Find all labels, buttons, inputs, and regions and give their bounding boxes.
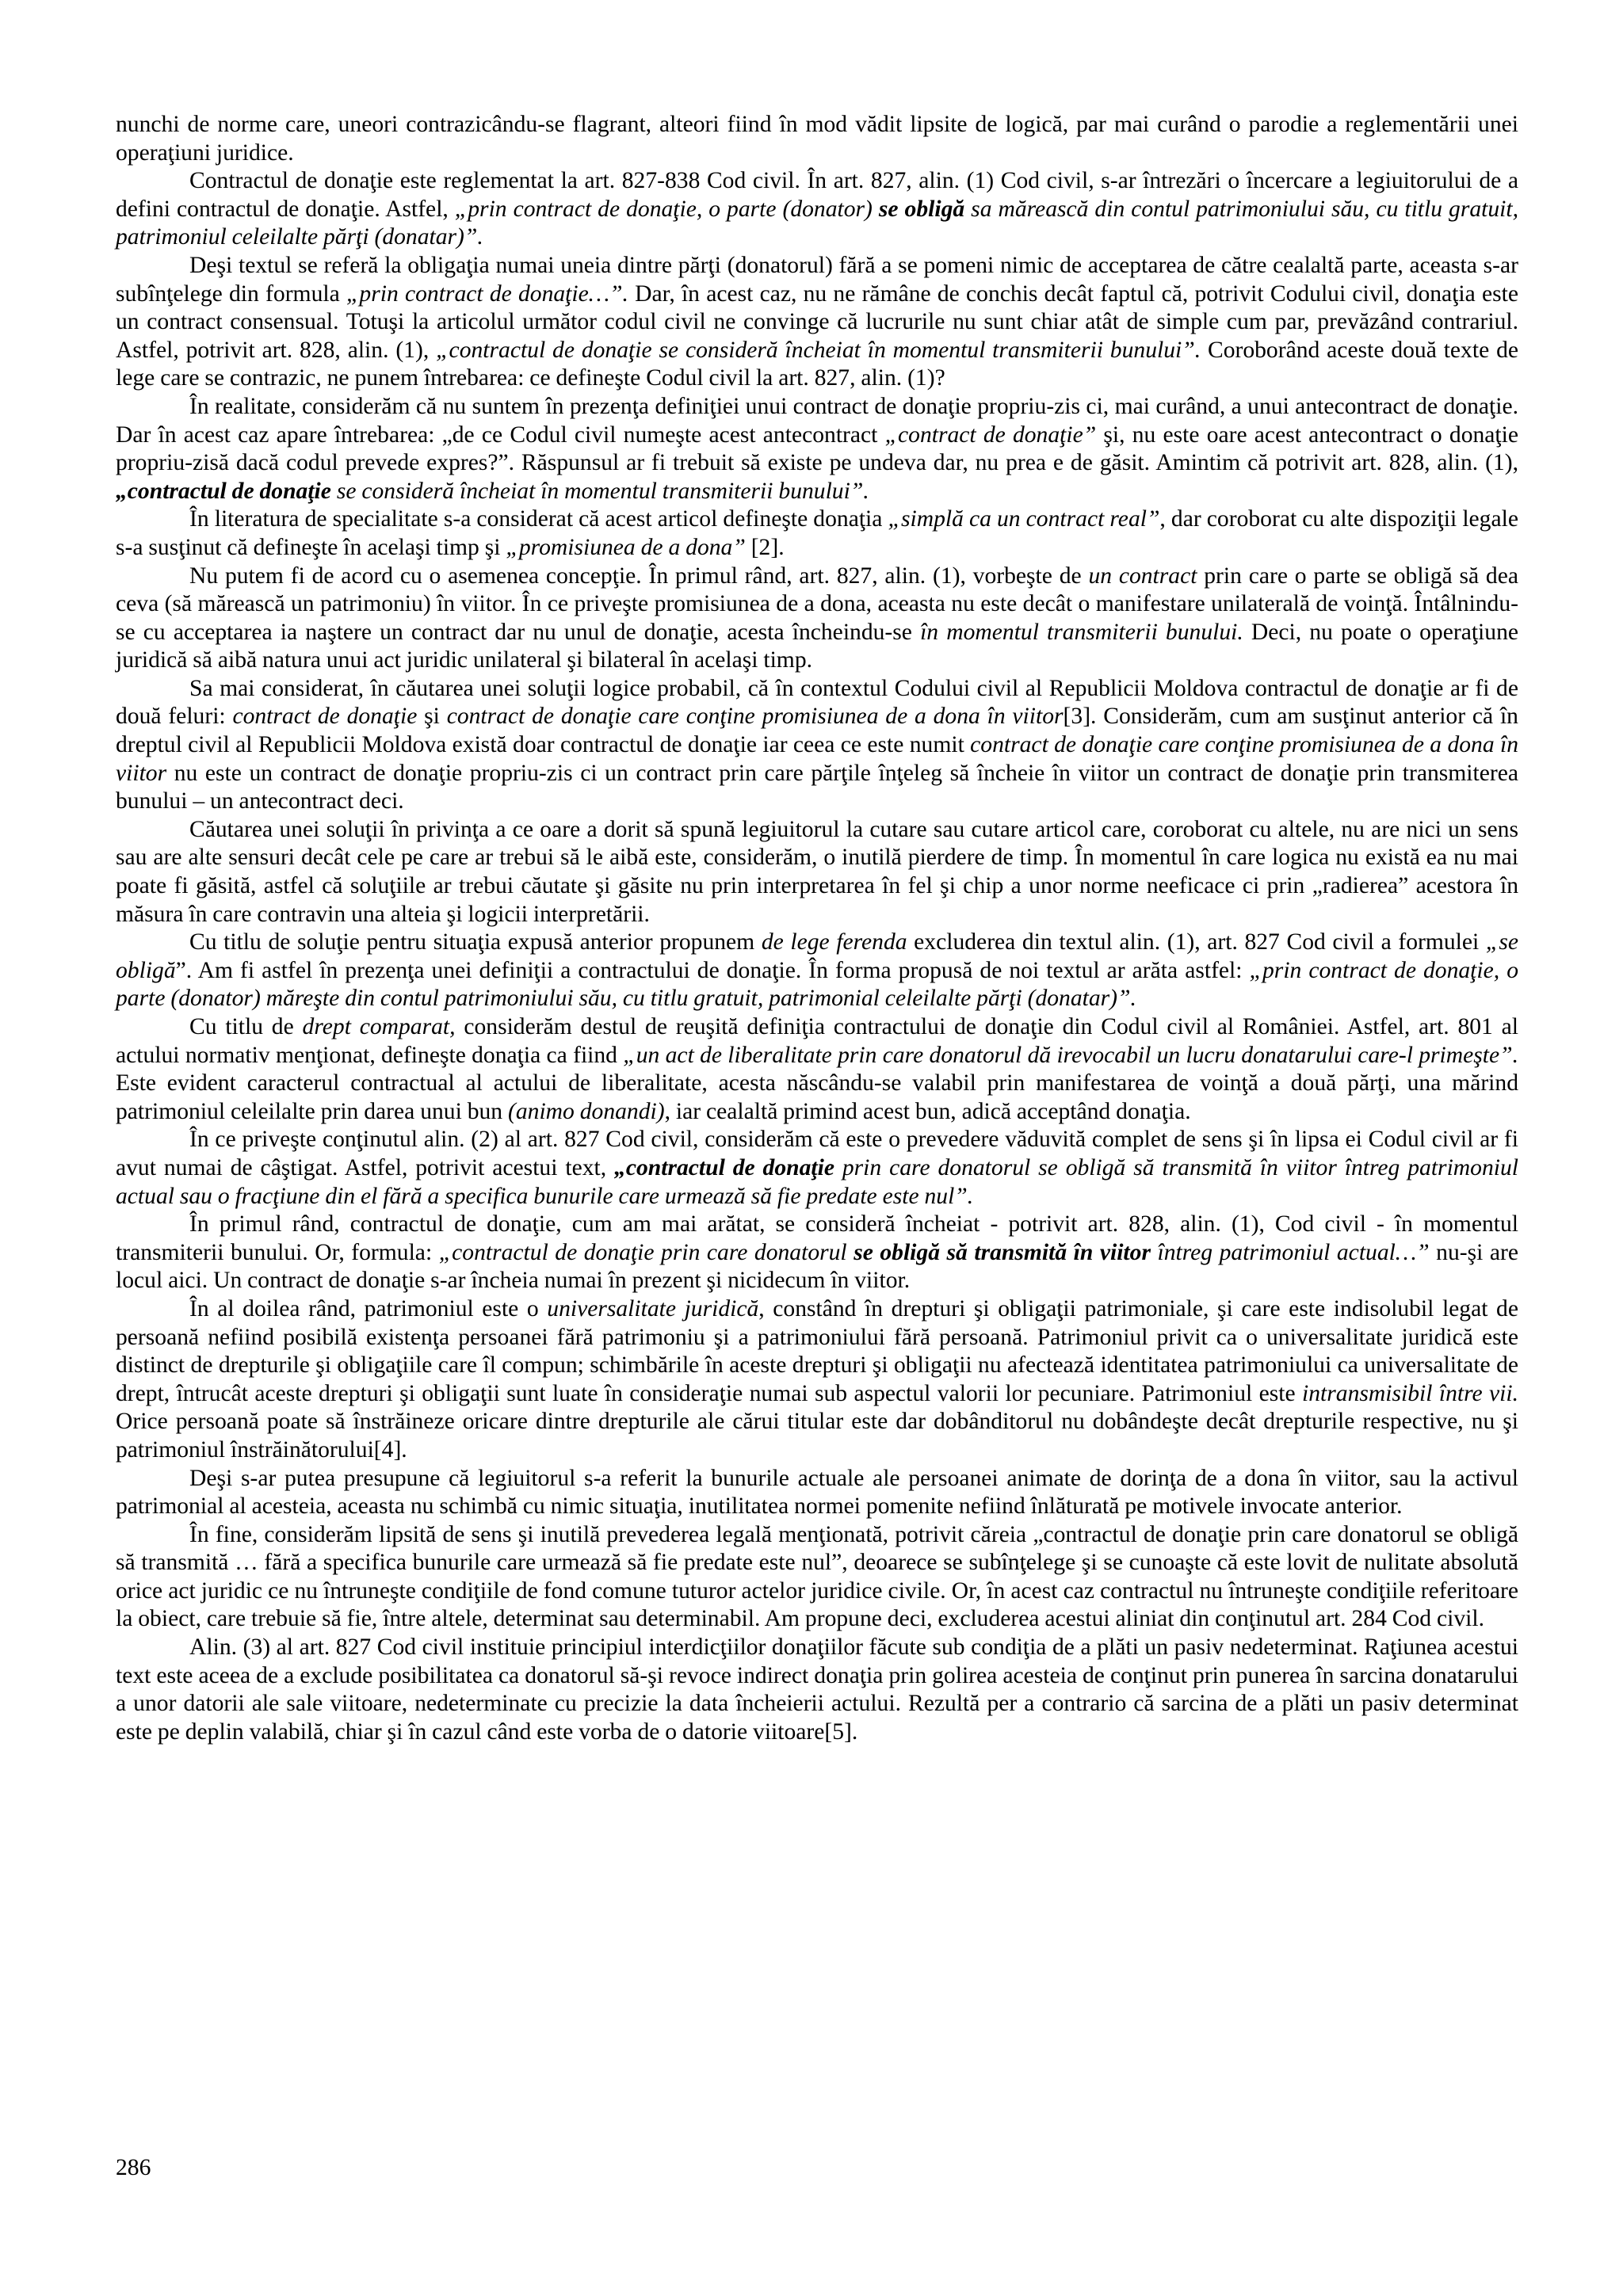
paragraph <box>116 1634 1518 1746</box>
text-run: Căutarea unei soluţii în privinţa a ce oare a dorit să spună legiuitorul la cutare sau cutare articol care, coroborat cu altele, nu are nici un sens sau are alte sensuri decât cele pe care ar trebui să le aibă este, considerăm, o inutilă pierdere de timp. În momentul în care logica nu există ea nu mai poate fi găsită, astfel că soluţiile ar trebui căutate şi găsite nu prin interpretarea în fel şi chip a unor norme neeficace ci prin „radierea” acestora în măsura în care contravin una alteia şi logicii interpretării. <box>116 816 1518 927</box>
bold-italic-text: „contractul de donaţie <box>614 1154 834 1180</box>
italic-text: „contract de donaţie” <box>884 421 1097 448</box>
page-number: 286 <box>116 2155 151 2180</box>
text-run: considerăm destul de reuşită definiţia contractului de donaţie din Codul civil al României. Astfel, art. 801 al actului normativ menţionat, defineşte donaţia ca fiind <box>116 1014 1518 1068</box>
italic-text: „prin contract de donaţie…”. <box>346 280 628 307</box>
text-run: şi <box>417 704 447 730</box>
paragraph <box>116 167 1518 252</box>
text-run: ”. Am fi astfel în prezenţa unei definiţii a contractului de donaţie. În forma propusă de noi textul ar arăta astfel: <box>175 957 1250 983</box>
bold-italic-text: se obligă <box>878 196 965 222</box>
text-run: Cu titlu de soluţie pentru situaţia expusă anterior propunem <box>189 929 762 955</box>
text-run: În fine, considerăm lipsită de sens şi inutilă prevederea legală menţionată, potrivit căreia „contractul de donaţie prin care donatorul se obligă să transmită … fără a specifica bunurile care urmează să fie predate este nul”, deoarece se subînţelege şi se cunoaşte că este lovit de nulitate absolută orice act juridic ce nu întruneşte condiţiile de fond comune tuturor actelor juridice civile. Or, în acest caz contractul nu întruneşte condiţiile referitoare la obiect, care trebuie să fie, între altele, determinat sau determinabil. Am propune deci, excluderea acestui aliniat din conţinutul art. 284 Cod civil. <box>116 1521 1518 1632</box>
text-run: [3]. Considerăm, cum am susţinut anterior că în dreptul civil al Republicii Moldova există doar contractul de donaţie iar ceea ce este numit <box>116 704 1518 758</box>
text-run: prin care o parte se obligă să dea ceva (să mărească un patrimoniu) în viitor. În ce priveşte promisiunea de a dona, aceasta nu este decât o manifestare unilaterală de voinţă. Întâlnindu-se cu acceptarea ia naştere un contract dar nu unul de donaţie, acesta încheindu-se <box>116 563 1518 645</box>
italic-text: universalitate juridică <box>547 1295 759 1322</box>
text-run: nunchi de norme care, uneori contrazicându-se flagrant, alteori fiind în mod vădit lipsite de logică, par mai curând o parodie a reglementării unei operaţiuni juridice. <box>116 112 1518 166</box>
text-run: excluderea din textul alin. (1), art. 827 Cod civil a formulei <box>907 929 1486 955</box>
italic-text: „un act de liberalitate prin care donatorul dă irevocabil un lucru donatarului care-l primeşte”. <box>623 1042 1518 1068</box>
text-run: Deşi textul se referă la obligaţia numai uneia dintre părţi (donatorul) fără a se pomeni nimic de acceptarea de către cealaltă parte, aceasta s-ar subînţelege din formula <box>116 252 1518 307</box>
italic-text: prin care donatorul se obligă să transmită în viitor întreg patrimoniul actual sau o fracţiune din el fără a specifica bunurile care urmează să fie predate este nul”. <box>116 1154 1519 1209</box>
text-run: Orice persoană poate să înstrăineze oricare dintre drepturile ale cărui titular este dar dobânditorul nu dobândeşte decât drepturile respective, nu şi patrimoniul înstrăinătorului[4]. <box>116 1409 1518 1463</box>
paragraph <box>116 393 1518 505</box>
text-run: nu este un contract de donaţie propriu-zis ci un contract prin care părţile înţeleg să încheie în viitor un contract de donaţie prin transmiterea bunului – un antecontract deci. <box>116 760 1518 814</box>
text-run: În primul rând, contractul de donaţie, cum am mai arătat, se consideră încheiat - potrivit art. 828, alin. (1), Cod civil - în momentul transmiterii bunului. Or, formula: <box>116 1211 1518 1265</box>
bold-italic-text: „contractul de donaţie <box>116 478 331 504</box>
document-body <box>116 111 1518 1746</box>
text-run: Coroborând aceste două texte de lege care se contrazic, ne punem întrebarea: ce defineşte Codul civil la art. 827, alin. (1)? <box>116 337 1519 391</box>
text-run: Nu putem fi de acord cu o asemenea concepţie. În primul rând, art. 827, alin. (1), vorbeşte de <box>189 563 1089 589</box>
bold-italic-run <box>614 1155 834 1180</box>
italic-text: contract de donaţie <box>232 704 418 730</box>
paragraph <box>116 252 1518 393</box>
italic-text: „contractul de donaţie se consideră încheiat în momentul transmiterii bunului”. <box>436 337 1201 363</box>
bold-italic-run <box>879 196 964 222</box>
italic-text: „simplă ca un contract real” <box>888 506 1160 532</box>
text-run: Deşi s-ar putea presupune că legiuitorul s-a referit la bunurile actuale ale persoanei animate de dorinţa de a dona în viitor, sau la activul patrimonial al acesteia, aceasta nu schimbă cu nimic situaţia, inutilitatea normei pomenite nefiind înlăturată pe motivele invocate anterior. <box>116 1465 1518 1520</box>
italic-text: sa mărească din contul patrimoniului său, cu titlu gratuit, patrimoniul celeilalte părţi (donatar)”. <box>116 196 1518 250</box>
text-run: În ce priveşte conţinutul alin. (2) al art. 827 Cod civil, considerăm că este o prevedere văduvită complet de sens şi în lipsa ei Codul civil ar fi avut numai de câştigat. Astfel, potrivit acestui text, <box>116 1127 1518 1180</box>
bold-italic-run <box>116 479 331 504</box>
paragraph <box>116 111 1518 167</box>
text-run: , dar coroborat cu alte dispoziţii legale s-a susţinut că defineşte în acelaşi timp şi <box>116 506 1518 560</box>
italic-text: drept comparat, <box>302 1014 456 1039</box>
text-run: În realitate, considerăm că nu suntem în prezenţa definiţiei unui contract de donaţie propriu-zis ci, mai curând, a unui antecontract de donaţie. Dar în acest caz apare întrebarea: „de ce Codul civil numeşte acest antecontract <box>116 393 1518 448</box>
text-run: , constând în drepturi şi obligaţii patrimoniale, şi care este indisolubil legat de persoană nefiind posibilă existenţa persoanei fără patrimoniu şi a patrimoniului fără persoană. Patrimoniul privit ca o universalitate juridică este distinct de drepturile şi obligaţiile care îl compun; schimbările în aceste drepturi şi obligaţii nu afectează identitatea patrimoniului ca universalitate de drept, întrucât aceste drepturi şi obligaţii sunt luate în consideraţie numai sub aspectul valorii lor pecuniare. Patrimoniul este <box>116 1295 1518 1406</box>
text-run: Alin. (3) al art. 827 Cod civil instituie principiul interdicţiilor donaţiilor făcute sub condiţia de a plăti un pasiv nedeterminat. Raţiunea acestui text este aceea de a exclude posibilitatea ca donatorul să-şi revoce indirect donaţia prin golirea acesteia de conţinut prin punerea în sarcina donatarului a unor datorii ale sale viitoare, nedeterminate cu precizie la data încheierii actului. Rezultă per a contrario că sarcina de a plăti un pasiv determinat este pe deplin valabilă, chiar şi în cazul când este vorba de o datorie viitoare[5]. <box>116 1634 1518 1745</box>
text-run: Sa mai considerat, în căutarea unei soluţii logice probabil, că în contextul Codului civil al Republicii Moldova contractul de donaţie ar fi de două feluri: <box>116 675 1518 730</box>
text-run: [2]. <box>745 534 785 560</box>
italic-text: „promisiunea de a dona” <box>506 534 746 560</box>
paragraph <box>116 563 1518 675</box>
text-run: Contractul de donaţie este reglementat la art. 827-838 Cod civil. În art. 827, alin. (1) Cod civil, s-ar întrezări o încercare a legiuitorului de a defini contractul de donaţie. Astfel, <box>116 168 1518 222</box>
text-run: Dar, în acest caz, nu ne rămâne de conchis decât faptul că, potrivit Codului civil, donaţia este un contract consensual. Totuşi la articolul următor codul civil ne convinge că lucrurile nu sunt chiar atât de simple cum par, prevăzând contrariul. Astfel, potrivit art. 828, alin. (1), <box>116 280 1518 363</box>
paragraph <box>116 1465 1518 1521</box>
italic-text: de lege ferenda <box>761 929 907 955</box>
italic-text: „prin contract de donaţie, o parte (donator) <box>454 196 879 222</box>
text-run: şi, nu este oare acest antecontract o donaţie propriu-zisă dacă codul prevede expres?”. Răspunsul ar fi trebuit să existe pe undeva dar, nu prea e de găsit. Amintim că potrivit art. 828, alin. (1), <box>116 421 1518 476</box>
italic-text: se consideră încheiat în momentul transmiterii bunului”. <box>330 478 869 504</box>
italic-text: în momentul transmiterii bunului. <box>920 619 1243 645</box>
paragraph <box>116 505 1518 562</box>
italic-text: contract de donaţie care conţine promisiunea de a dona în viitor <box>116 732 1518 786</box>
paragraph <box>116 675 1518 816</box>
italic-text: „prin contract de donaţie, o parte (donator) măreşte din contul patrimoniului său, cu titlu gratuit, patrimonial celeilalte părţi (donatar)”. <box>116 957 1518 1012</box>
bold-italic-text: se obligă să transmită în viitor <box>854 1239 1151 1265</box>
paragraph <box>116 1295 1518 1465</box>
italic-text: „se obligă <box>116 929 1518 983</box>
text-run: nu-şi are locul aici. Un contract de donaţie s-ar încheia numai în prezent şi nicidecum în viitor. <box>116 1239 1518 1294</box>
italic-text: contract de donaţie care conţine promisiunea de a dona în viitor <box>446 704 1064 730</box>
paragraph <box>116 1126 1518 1211</box>
text-run: Este evident caracterul contractual al actului de liberalitate, acesta născându-se valabil prin manifestarea de voinţă a două părţi, una mărind patrimoniul celeilalte prin darea unui bun <box>116 1070 1518 1124</box>
text-run: În literatura de specialitate s-a considerat că acest articol defineşte donaţia <box>189 506 888 532</box>
italic-text: un contract <box>1088 563 1197 589</box>
text-run: Deci, nu poate o operaţiune juridică să aibă natura unui act juridic unilateral şi bilateral în acelaşi timp. <box>116 619 1519 673</box>
italic-text: „contractul de donaţie prin care donatorul <box>438 1239 854 1265</box>
italic-text: (animo donandi) <box>508 1098 665 1124</box>
paragraph <box>116 1013 1518 1126</box>
italic-text: intransmisibil între vii. <box>1302 1380 1518 1406</box>
italic-text: întreg patrimoniul actual…” <box>1150 1239 1430 1265</box>
bold-italic-run <box>854 1240 1151 1265</box>
paragraph <box>116 929 1518 1013</box>
paragraph <box>116 1211 1518 1295</box>
text-run: Cu titlu de <box>189 1014 303 1039</box>
text-run: În al doilea rând, patrimoniul este o <box>189 1295 548 1322</box>
paragraph <box>116 816 1518 929</box>
paragraph <box>116 1521 1518 1634</box>
text-run: , iar cealaltă primind acest bun, adică acceptând donaţia. <box>664 1098 1191 1124</box>
